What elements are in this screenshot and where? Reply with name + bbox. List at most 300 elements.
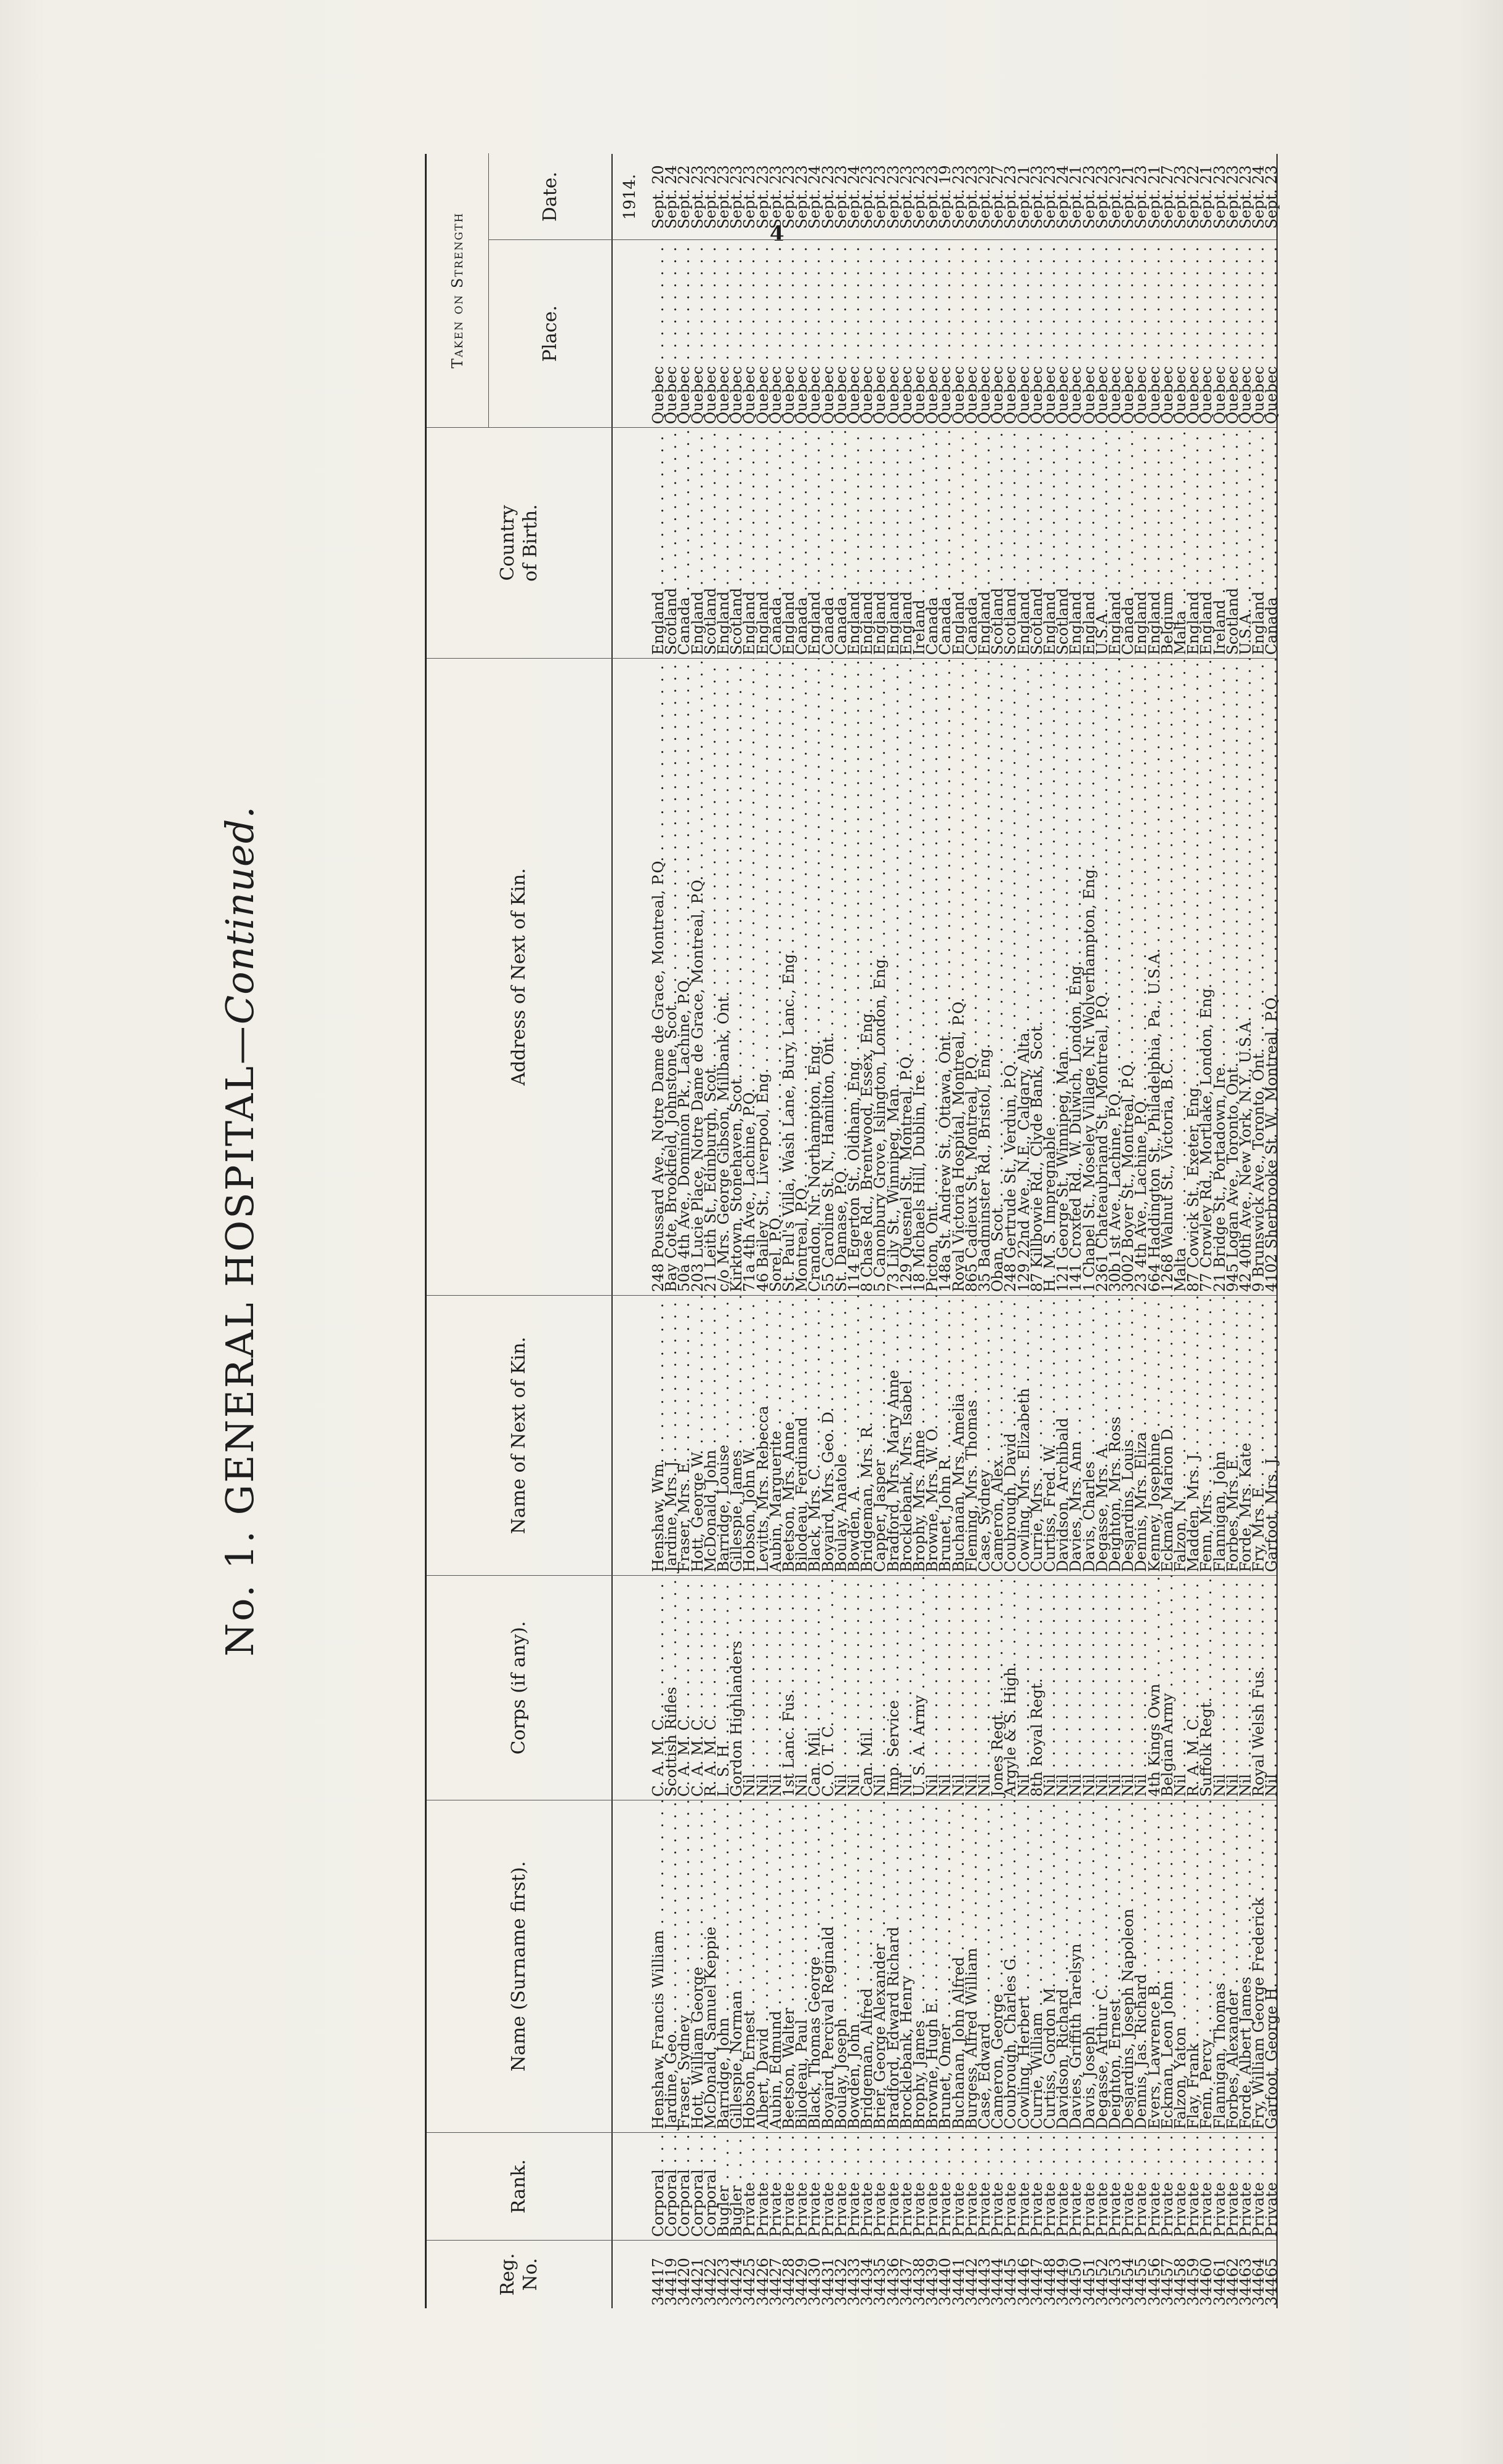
rank-cell: Private . . .	[1236, 2133, 1255, 2241]
country-cell: England . . .	[1131, 428, 1151, 659]
reg-no-cell: 34454	[1119, 2258, 1137, 2306]
nominal-roll-table	[425, 154, 1281, 2308]
country-cell: Ireland . . .	[1210, 428, 1230, 659]
country-cell: Scotland . . .	[1223, 428, 1243, 659]
rank-cell: Corporal . . .	[674, 2133, 694, 2241]
rank-cell: Private . . .	[1118, 2133, 1138, 2241]
name-cell: Forde, Albert James . . .	[1236, 1800, 1255, 2133]
corps-cell: Nil . . .	[1171, 1576, 1190, 1800]
place-cell: Quebec . . .	[661, 240, 681, 428]
date-cell: Sept. 24	[1249, 165, 1268, 229]
rank-cell: Private . . .	[831, 2133, 851, 2241]
kin-name-cell: Fleming, Mrs. Thomas . . .	[962, 1296, 981, 1576]
name-cell: Bilodeau, Paul . . .	[792, 1800, 812, 2133]
country-cell: Canada . . .	[922, 428, 942, 659]
kin-address-cell: 865 Cadieux St., Montreal, P.Q. . . .	[962, 659, 981, 1296]
kin-name-cell: Boyaird, Mrs. Geo. D. . . .	[818, 1296, 838, 1576]
kin-address-cell: 248 Gertrude St., Verdun, P.Q. . . .	[1001, 659, 1020, 1296]
reg-no-cell: 34464	[1249, 2258, 1268, 2306]
kin-address-cell: St. Paul's Villa, Wash Lane, Bury, Lanc., Eng. . . .	[779, 659, 799, 1296]
corps-cell: Nil . . .	[1079, 1576, 1099, 1800]
date-cell: Sept. 21	[1119, 165, 1137, 229]
country-cell: England . . .	[1040, 428, 1060, 659]
name-cell: Bowden, John . . .	[844, 1800, 864, 2133]
rank-cell: Private . . .	[1040, 2133, 1060, 2241]
place-cell: Quebec . . .	[714, 240, 733, 428]
rank-cell: Private . . .	[1053, 2133, 1073, 2241]
date-cell: Sept. 23	[975, 165, 993, 229]
name-cell: Garfoot, George H. . . .	[1262, 1800, 1281, 2133]
date-cell: Sept. 23	[884, 165, 902, 229]
name-cell: Gillespie, Norman . . .	[727, 1800, 746, 2133]
date-cell: Sept. 24	[845, 165, 863, 229]
date-cell: Sept. 23	[1106, 165, 1124, 229]
corps-cell: Nil . . .	[975, 1576, 994, 1800]
reg-no-cell: 34442	[962, 2258, 980, 2306]
rank-cell: Private . . .	[1066, 2133, 1086, 2241]
place-cell: Quebec . . .	[727, 240, 746, 428]
reg-no-cell: 34463	[1236, 2258, 1254, 2306]
name-cell: Curtiss, Gordon M. . . .	[1040, 1800, 1060, 2133]
name-cell: Bridgeman, Alfred . . .	[857, 1800, 877, 2133]
name-cell: Black, Thomas George . . .	[805, 1800, 824, 2133]
date-cell: Sept. 23	[831, 165, 850, 229]
place-cell: Quebec . . .	[1171, 240, 1190, 428]
kin-address-cell: 129 22nd Ave., N.E., Calgary, Alta. . . .	[1014, 659, 1034, 1296]
header-name: Name (Surname first).	[427, 1800, 611, 2133]
place-cell: Quebec . . .	[1092, 240, 1112, 428]
corps-cell: Suffolk Regt. . . .	[1196, 1576, 1216, 1800]
kin-name-cell: Beetson, Mrs. Anne . . .	[779, 1296, 799, 1576]
country-cell: Scotland . . .	[1027, 428, 1047, 659]
country-cell: England . . .	[739, 428, 759, 659]
place-cell: Quebec . . .	[935, 240, 955, 428]
name-cell: Fraser, Sydney . . .	[674, 1800, 694, 2133]
place-cell: Quebec . . .	[1079, 240, 1099, 428]
corps-cell: Nil . . .	[844, 1576, 864, 1800]
corps-cell: Nil . . .	[1105, 1576, 1125, 1800]
kin-address-cell: Royal Victoria Hospital, Montreal, P.Q. . . .	[949, 659, 969, 1296]
date-cell: Sept. 23	[727, 165, 746, 229]
reg-no-cell: 34427	[766, 2258, 784, 2306]
country-cell: Canada . . .	[1118, 428, 1138, 659]
name-cell: Fenn, Percy . . .	[1196, 1800, 1216, 2133]
corps-cell: Can. Mil. . . .	[805, 1576, 824, 1800]
place-cell: Quebec . . .	[805, 240, 824, 428]
name-cell: Desjardins, Joseph Napoleon . . .	[1118, 1800, 1138, 2133]
corps-cell: Nil . . .	[1092, 1576, 1112, 1800]
date-cell: Sept. 23	[1079, 165, 1098, 229]
place-cell: Quebec . . .	[1040, 240, 1060, 428]
name-cell: Forbes, Alexander . . .	[1223, 1800, 1243, 2133]
place-cell: Quebec . . .	[701, 240, 720, 428]
reg-no-cell: 34441	[949, 2258, 967, 2306]
rank-cell: Private . . .	[975, 2133, 994, 2241]
kin-name-cell: Davis, Charles . . .	[1079, 1296, 1099, 1576]
name-cell: Brunet, Omer . . .	[935, 1800, 955, 2133]
kin-address-cell: 35 Badminster Rd., Bristol, Eng. . . .	[975, 659, 994, 1296]
kin-name-cell: Cameron, Alex. . . .	[988, 1296, 1007, 1576]
date-cell: Sept. 23	[766, 165, 784, 229]
name-cell: Boulay, Joseph . . .	[831, 1800, 851, 2133]
kin-name-cell: Bilodeau, Ferdinand . . .	[792, 1296, 812, 1576]
reg-no-cell: 34423	[714, 2258, 732, 2306]
kin-name-cell: Brunet, John R. . . .	[935, 1296, 955, 1576]
kin-address-cell: H. M. S. Impregnable . . .	[1040, 659, 1060, 1296]
reg-no-cell: 34449	[1054, 2258, 1072, 2306]
date-cell: Sept. 23	[792, 165, 811, 229]
kin-address-cell: 71a 4th Ave., Lachine, P.Q. . . .	[739, 659, 759, 1296]
place-cell: Quebec . . .	[1118, 240, 1138, 428]
name-cell: Brophy, James . . .	[909, 1800, 929, 2133]
kin-name-cell: Forbes, Mrs. E. . . .	[1223, 1296, 1243, 1576]
place-cell: Quebec . . .	[1131, 240, 1151, 428]
rank-cell: Bugler . . .	[714, 2133, 733, 2241]
kin-address-cell: 21 Leith St., Edinburgh, Scot. . . .	[701, 659, 720, 1296]
kin-address-cell: Malta . . .	[1171, 659, 1190, 1296]
corps-cell: C. O. T. C. . . .	[818, 1576, 838, 1800]
name-cell: Degasse, Arthur C. . . .	[1092, 1800, 1112, 2133]
corps-cell: Nil . . .	[1118, 1576, 1138, 1800]
page-number: 4	[770, 222, 784, 246]
name-cell: Beetson, Walter . . .	[779, 1800, 799, 2133]
country-cell: England . . .	[949, 428, 969, 659]
kin-name-cell: Bridgeman, Mrs. R. . . .	[857, 1296, 877, 1576]
kin-address-cell: Oban, Scot. . . .	[988, 659, 1007, 1296]
kin-address-cell: Montreal, P.Q. . . .	[792, 659, 812, 1296]
date-cell: Sept. 22	[1184, 165, 1203, 229]
corps-cell: Nil . . .	[1223, 1576, 1243, 1800]
reg-no-cell: 34450	[1066, 2258, 1085, 2306]
name-cell: Currie, William . . .	[1027, 1800, 1047, 2133]
reg-no-cell: 34429	[792, 2258, 811, 2306]
header-country: Country of Birth.	[427, 428, 611, 659]
corps-cell: Nil . . .	[962, 1576, 981, 1800]
rank-cell: Private . . .	[1105, 2133, 1125, 2241]
country-cell: Belgium . . .	[1158, 428, 1177, 659]
date-cell: Sept. 27	[1158, 165, 1176, 229]
name-cell: Aubin, Edmund . . .	[766, 1800, 786, 2133]
kin-name-cell: Black, Mrs. C. . . .	[805, 1296, 824, 1576]
place-cell: Quebec . . .	[674, 240, 694, 428]
date-cell: Sept. 23	[923, 165, 941, 229]
kin-address-cell: 141 Croxted Rd., W. Dulwich, London, Eng. . . .	[1066, 659, 1086, 1296]
corps-cell: Nil . . .	[1014, 1576, 1034, 1800]
place-cell: Quebec . . .	[1196, 240, 1216, 428]
corps-cell: C. A. M. C. . . .	[688, 1576, 707, 1800]
header-taken-on-strength: Taken on Strength	[427, 153, 489, 428]
kin-name-cell: Brocklebank, Mrs. Isabel . . .	[897, 1296, 916, 1576]
country-cell: Scotland . . .	[701, 428, 720, 659]
place-cell: Quebec . . .	[975, 240, 994, 428]
kin-address-cell: 2361 Chateaubriand St., Montreal, P.Q. . . .	[1092, 659, 1112, 1296]
date-cell: Sept. 21	[1014, 165, 1033, 229]
kin-address-cell: 4102 Sherbrooke St. W., Montreal, P.Q. . . .	[1262, 659, 1281, 1296]
reg-no-cell: 34452	[1092, 2258, 1111, 2306]
place-cell: Quebec . . .	[1053, 240, 1073, 428]
place-cell: Quebec . . .	[831, 240, 851, 428]
reg-no-cell: 34443	[975, 2258, 993, 2306]
country-cell: England . . .	[753, 428, 773, 659]
rank-cell: Private . . .	[1171, 2133, 1190, 2241]
kin-name-cell: Levitts, Mrs. Rebecca . . .	[753, 1296, 773, 1576]
date-cell: Sept. 21	[1066, 165, 1085, 229]
place-cell: Quebec . . .	[1183, 240, 1203, 428]
kin-name-cell: Desjardins, Louis . . .	[1118, 1296, 1138, 1576]
kin-address-cell: Sorel, P.Q. . . .	[766, 659, 786, 1296]
name-cell: Cameron, George . . .	[988, 1800, 1007, 2133]
kin-address-cell: 3002 Boyer St., Montreal, P.Q. . . .	[1118, 659, 1138, 1296]
corps-cell: Argyle & S. High. . . .	[1001, 1576, 1020, 1800]
rank-cell: Private . . .	[766, 2133, 786, 2241]
rank-cell: Private . . .	[1092, 2133, 1112, 2241]
kin-name-cell: Case, Sydney . . .	[975, 1296, 994, 1576]
country-cell: England . . .	[805, 428, 824, 659]
name-cell: Albert, David . . .	[753, 1800, 773, 2133]
country-cell: Scotland . . .	[661, 428, 681, 659]
place-cell: Quebec . . .	[1145, 240, 1164, 428]
kin-address-cell: 129 Quesnel St., Montreal, P.Q. . . .	[897, 659, 916, 1296]
kin-address-cell: Crandon, Nr. Northampton, Eng. . . .	[805, 659, 824, 1296]
country-cell: England . . .	[1196, 428, 1216, 659]
rank-cell: Private . . .	[1223, 2133, 1243, 2241]
kin-name-cell: Dennis, Mrs. Eliza . . .	[1131, 1296, 1151, 1576]
corps-cell: Nil . . .	[949, 1576, 969, 1800]
place-cell: Quebec . . .	[962, 240, 981, 428]
reg-no-cell: 34447	[1027, 2258, 1046, 2306]
rank-cell: Private . . .	[1183, 2133, 1203, 2241]
corps-cell: 4th Kings Own . . .	[1145, 1576, 1164, 1800]
country-cell: England . . .	[1079, 428, 1099, 659]
kin-name-cell: Forde, Mrs. Kate . . .	[1236, 1296, 1255, 1576]
country-cell: Canada . . .	[792, 428, 812, 659]
reg-no-cell: 34444	[988, 2258, 1007, 2306]
reg-no-cell: 34438	[910, 2258, 928, 2306]
corps-cell: Royal Welsh Fus. . . .	[1249, 1576, 1268, 1800]
name-cell: Flay, Frank . . .	[1183, 1800, 1203, 2133]
rank-cell: Private . . .	[922, 2133, 942, 2241]
place-cell: Quebec . . .	[1210, 240, 1230, 428]
reg-no-cell: 34446	[1014, 2258, 1033, 2306]
reg-no-cell: 34436	[884, 2258, 902, 2306]
reg-no-cell: 34448	[1041, 2258, 1058, 2306]
kin-address-cell: 114 Egerton St., Oldham, Eng. . . .	[844, 659, 864, 1296]
reg-no-cell: 34422	[701, 2258, 719, 2306]
title-main: No. 1. GENERAL HOSPITAL	[217, 1064, 262, 1657]
rank-cell: Private . . .	[857, 2133, 877, 2241]
header-kin-address: Address of Next of Kin.	[427, 659, 611, 1296]
kin-address-cell: 203 Lucie Place, Notre Dame de Grace, Montreal, P.Q. . . .	[688, 659, 707, 1296]
place-cell: Quebec . . .	[1105, 240, 1125, 428]
date-cell: Sept. 24	[805, 165, 824, 229]
name-cell: Deighton, Ernest . . .	[1105, 1800, 1125, 2133]
country-cell: Canada . . .	[935, 428, 955, 659]
kin-address-cell: 121 George St., Winnipeg, Man. . . .	[1053, 659, 1073, 1296]
reg-no-cell: 34435	[871, 2258, 889, 2306]
place-cell: Quebec . . .	[1249, 240, 1268, 428]
country-cell: Scotland . . .	[988, 428, 1007, 659]
rank-cell: Private . . .	[962, 2133, 981, 2241]
kin-name-cell: Hott, George W. . . .	[688, 1296, 707, 1576]
country-cell: England . . .	[1066, 428, 1086, 659]
kin-address-cell: 1268 Walnut St., Victoria, B.C. . . .	[1158, 659, 1177, 1296]
reg-no-cell: 34457	[1158, 2258, 1176, 2306]
kin-address-cell: 77 Crowley Rd., Mortlake, London, Eng. . . .	[1196, 659, 1216, 1296]
kin-address-cell: 21 Bridge St., Portadown, Ire. . . .	[1210, 659, 1230, 1296]
name-cell: Brier, George Alexander . . .	[870, 1800, 890, 2133]
name-cell: Eckman, Leon John . . .	[1158, 1800, 1177, 2133]
date-cell: Sept. 23	[740, 165, 759, 229]
country-cell: Malta . . .	[1171, 428, 1190, 659]
title-continued: Continued.	[217, 805, 262, 1025]
reg-no-cell: 34421	[688, 2258, 706, 2306]
country-cell: England . . .	[714, 428, 733, 659]
reg-no-cell: 34458	[1171, 2258, 1189, 2306]
country-cell: England . . .	[857, 428, 877, 659]
reg-no-cell: 34432	[831, 2258, 850, 2306]
name-cell: Davis, Joseph . . .	[1079, 1800, 1099, 2133]
reg-no-cell: 34465	[1262, 2258, 1281, 2306]
kin-address-cell: 42 40th Ave., New York, N.Y., U.S.A. . . .	[1236, 659, 1255, 1296]
kin-address-cell: 23 4th Ave., Lachine, P.Q. . . .	[1131, 659, 1151, 1296]
country-cell: Scotland . . .	[1001, 428, 1020, 659]
country-cell: England . . .	[1145, 428, 1164, 659]
corps-cell: R. A. M. C. . . .	[701, 1576, 720, 1800]
rank-cell: Private . . .	[779, 2133, 799, 2241]
reg-no-cell: 34453	[1106, 2258, 1124, 2306]
kin-name-cell: McDonald, John . . .	[701, 1296, 720, 1576]
kin-address-cell: Bay Cote, Brookfield, Johnstone, Scot. . . .	[661, 659, 681, 1296]
kin-address-cell: 30b 1st Ave., Lachine, P.Q. . . .	[1105, 659, 1125, 1296]
country-cell: England . . .	[779, 428, 799, 659]
place-cell: Quebec . . .	[1001, 240, 1020, 428]
corps-cell: Nil . . .	[831, 1576, 851, 1800]
corps-cell: Gordon Highlanders . . .	[727, 1576, 746, 1800]
name-cell: McDonald, Samuel Keppie . . .	[701, 1800, 720, 2133]
kin-address-cell: 8 Chase Rd., Brentwood, Essex, Eng. . . .	[857, 659, 877, 1296]
kin-address-cell: 46 Bailey St., Liverpool, Eng. . . .	[753, 659, 773, 1296]
date-cell: Sept. 23	[1041, 165, 1058, 229]
header-rank: Rank.	[427, 2133, 611, 2241]
place-cell: Quebec . . .	[1066, 240, 1086, 428]
rank-cell: Private . . .	[1131, 2133, 1151, 2241]
kin-address-cell: 248 Poussard Ave., Notre Dame de Grace, Montreal, P.Q. . . .	[648, 659, 668, 1296]
corps-cell: Nil . . .	[1210, 1576, 1230, 1800]
header-reg-no: Reg. No.	[496, 2253, 541, 2296]
reg-no-cell: 34417	[649, 2258, 667, 2306]
country-cell: Canada . . .	[766, 428, 786, 659]
place-cell: Quebec . . .	[909, 240, 929, 428]
date-cell: Sept. 23	[701, 165, 719, 229]
name-cell: Brocklebank, Henry . . .	[897, 1800, 916, 2133]
header-corps: Corps (if any).	[427, 1576, 611, 1800]
rank-cell: Private . . .	[818, 2133, 838, 2241]
kin-name-cell: Curtiss, Fred. W. . . .	[1040, 1296, 1060, 1576]
country-cell: Canada . . .	[818, 428, 838, 659]
kin-address-cell: 18 Michaels Hill, Dublin, Ire. . . .	[909, 659, 929, 1296]
name-cell: Burgess, Alfred William . . .	[962, 1800, 981, 2133]
corps-cell: Nil . . .	[1131, 1576, 1151, 1800]
kin-name-cell: Cowling, Mrs. Elizabeth . . .	[1014, 1296, 1034, 1576]
table-header	[427, 154, 613, 2308]
header-place: Place.	[488, 240, 611, 428]
table-body	[611, 154, 1281, 2308]
place-cell: Quebec . . .	[688, 240, 707, 428]
rank-cell: Private . . .	[884, 2133, 903, 2241]
kin-address-cell: 55 Caroline St. N., Hamilton, Ont. . . .	[818, 659, 838, 1296]
place-cell: Quebec . . .	[870, 240, 890, 428]
name-cell: Davidson, Richard . . .	[1053, 1800, 1073, 2133]
place-cell: Quebec . . .	[1223, 240, 1243, 428]
reg-no-cell: 34456	[1145, 2258, 1163, 2306]
name-cell: Jardine, Geo. . . .	[661, 1800, 681, 2133]
reg-no-cell: 34461	[1210, 2258, 1228, 2306]
kin-name-cell: Coubrough, David . . .	[1001, 1296, 1020, 1576]
country-cell: England . . .	[648, 428, 668, 659]
date-cell: Sept. 23	[1223, 165, 1241, 229]
place-cell: Quebec . . .	[844, 240, 864, 428]
country-cell: Scotland . . .	[727, 428, 746, 659]
kin-address-cell: 148a St. Andrew St., Ottawa, Ont. . . .	[935, 659, 955, 1296]
name-cell: Bradford, Edward Richard . . .	[884, 1800, 903, 2133]
date-cell: Sept. 23	[780, 165, 797, 229]
date-cell: Sept. 23	[962, 165, 980, 229]
corps-cell: Belgian Army . . .	[1158, 1576, 1177, 1800]
reg-no-cell: 34462	[1223, 2258, 1241, 2306]
rank-cell: Private . . .	[909, 2133, 929, 2241]
place-cell: Quebec . . .	[753, 240, 773, 428]
kin-name-cell: Flannigan, John . . .	[1210, 1296, 1230, 1576]
reg-no-cell: 34459	[1184, 2258, 1203, 2306]
date-cell: Sept. 23	[1262, 165, 1281, 229]
place-cell: Quebec . . .	[988, 240, 1007, 428]
rank-cell: Private . . .	[1027, 2133, 1047, 2241]
country-cell: Scotland . . .	[1053, 428, 1073, 659]
date-cell: Sept. 24	[1054, 165, 1072, 229]
kin-address-cell: 9 Brunswick Ave., Toronto, Ont. . . .	[1249, 659, 1268, 1296]
country-cell: England . . .	[884, 428, 903, 659]
name-cell: Browne, Hugh E. . . .	[922, 1800, 942, 2133]
place-cell: Quebec . . .	[949, 240, 969, 428]
reg-no-cell: 34437	[897, 2258, 915, 2306]
rank-cell: Private . . .	[870, 2133, 890, 2241]
country-cell: England . . .	[1249, 428, 1268, 659]
rank-cell: Bugler . . .	[727, 2133, 746, 2241]
date-cell: Sept. 21	[1145, 165, 1163, 229]
date-cell: Sept. 23	[688, 165, 706, 229]
rotated-table-sheet	[203, 154, 1287, 2308]
kin-address-cell: 664 Haddington St., Philadelphia, Pa., U.S.A. . . .	[1145, 659, 1164, 1296]
place-cell: Quebec . . .	[818, 240, 838, 428]
rank-cell: Private . . .	[1262, 2133, 1281, 2241]
corps-cell: Scottish Rifles . . .	[661, 1576, 681, 1800]
corps-cell: Nil . . .	[792, 1576, 812, 1800]
rank-cell: Private . . .	[805, 2133, 824, 2241]
name-cell: Fry, William George Frederick . . .	[1249, 1800, 1268, 2133]
kin-name-cell: Capper, Jasper . . .	[870, 1296, 890, 1576]
rank-cell: Private . . .	[988, 2133, 1007, 2241]
country-cell: Canada . . .	[831, 428, 851, 659]
title-dash: —	[217, 1024, 262, 1065]
kin-name-cell: Bradford, Mrs. Mary Anne . . .	[884, 1296, 903, 1576]
corps-cell: Can. Mil. . . .	[857, 1576, 877, 1800]
corps-cell: Nil . . .	[1040, 1576, 1060, 1800]
kin-name-cell: Buchanan, Mrs. Amelia . . .	[949, 1296, 969, 1576]
reg-no-cell: 34428	[780, 2258, 797, 2306]
date-cell: Sept. 20	[649, 165, 667, 229]
date-cell: Sept. 23	[1092, 165, 1111, 229]
header-date: Date.	[488, 154, 611, 240]
